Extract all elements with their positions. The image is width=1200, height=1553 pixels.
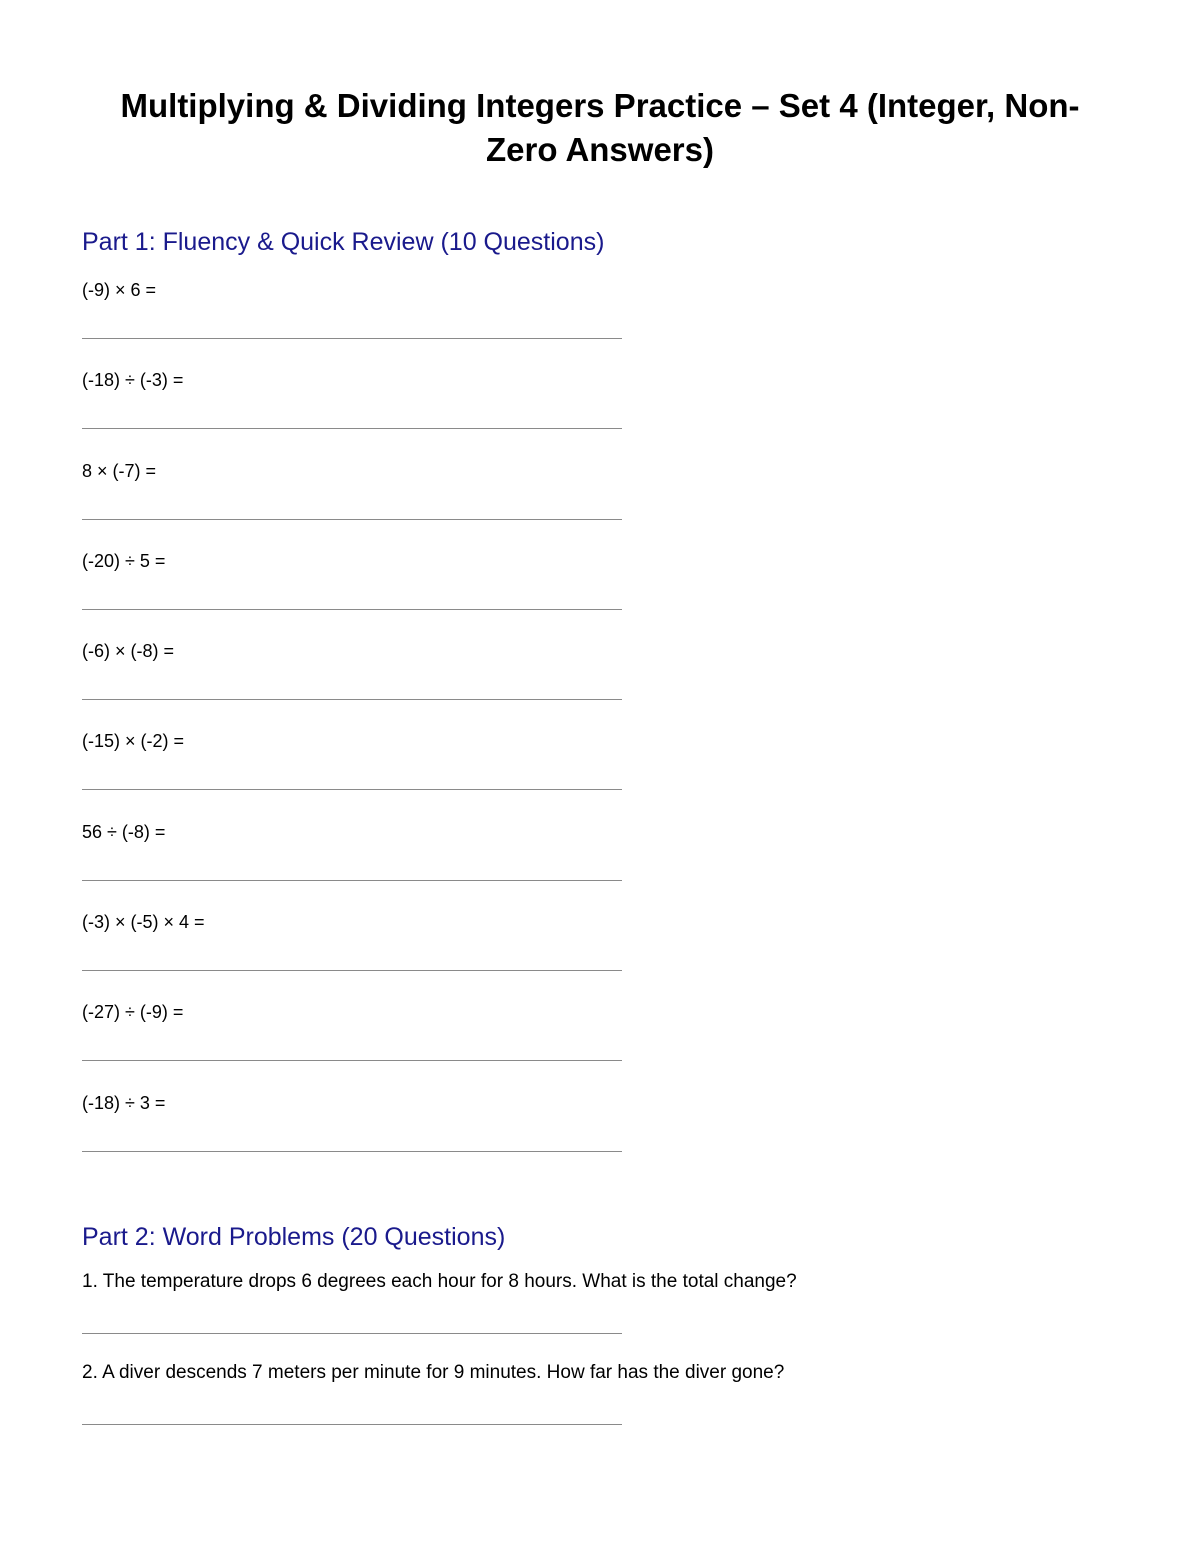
question-item xyxy=(82,459,942,549)
page-title: Multiplying & Dividing Integers Practice – Set 4 (Integer, Non-Zero Answers) xyxy=(120,87,1080,168)
question-text: 56 ÷ (-8) = xyxy=(82,821,166,842)
answer-line xyxy=(82,519,622,520)
question-text: 8 × (-7) = xyxy=(82,460,157,481)
question-text: (-3) × (-5) × 4 = xyxy=(82,912,205,933)
answer-line xyxy=(82,1151,622,1152)
question-item xyxy=(82,1091,942,1181)
question-text: (-18) ÷ 3 = xyxy=(82,1092,166,1113)
part-1-question-list xyxy=(82,278,942,1181)
answer-line xyxy=(82,1060,622,1061)
question-item xyxy=(82,1000,942,1090)
question-item xyxy=(82,368,942,458)
section-heading-part-1: Part 1: Fluency & Quick Review (10 Questions) xyxy=(82,228,605,256)
question-item xyxy=(82,820,942,910)
question-item xyxy=(82,549,942,639)
answer-line xyxy=(82,1424,622,1425)
answer-line xyxy=(82,428,622,429)
question-item xyxy=(82,910,942,1000)
answer-line xyxy=(82,880,622,881)
question-text: (-9) × 6 = xyxy=(82,280,157,300)
question-text: (-15) × (-2) = xyxy=(82,731,185,752)
question-text: (-18) ÷ (-3) = xyxy=(82,370,184,391)
question-text: (-6) × (-8) = xyxy=(82,641,175,662)
part-2-question-list xyxy=(82,1270,942,1451)
question-text: 2. A diver descends 7 meters per minute for 9 minutes. How far has the diver gone? xyxy=(82,1361,785,1383)
answer-line xyxy=(82,970,622,971)
answer-line xyxy=(82,1333,622,1334)
question-text: (-27) ÷ (-9) = xyxy=(82,1002,184,1023)
question-item xyxy=(82,639,942,729)
question-item xyxy=(82,729,942,819)
answer-line xyxy=(82,699,622,700)
question-item xyxy=(82,278,942,368)
question-text: 1. The temperature drops 6 degrees each hour for 8 hours. What is the total change? xyxy=(82,1271,797,1292)
answer-line xyxy=(82,338,622,339)
question-item xyxy=(82,1361,942,1452)
section-heading-part-2: Part 2: Word Problems (20 Questions) xyxy=(82,1223,506,1251)
question-item xyxy=(82,1270,942,1361)
answer-line xyxy=(82,609,622,610)
question-text: (-20) ÷ 5 = xyxy=(82,550,166,571)
answer-line xyxy=(82,789,622,790)
